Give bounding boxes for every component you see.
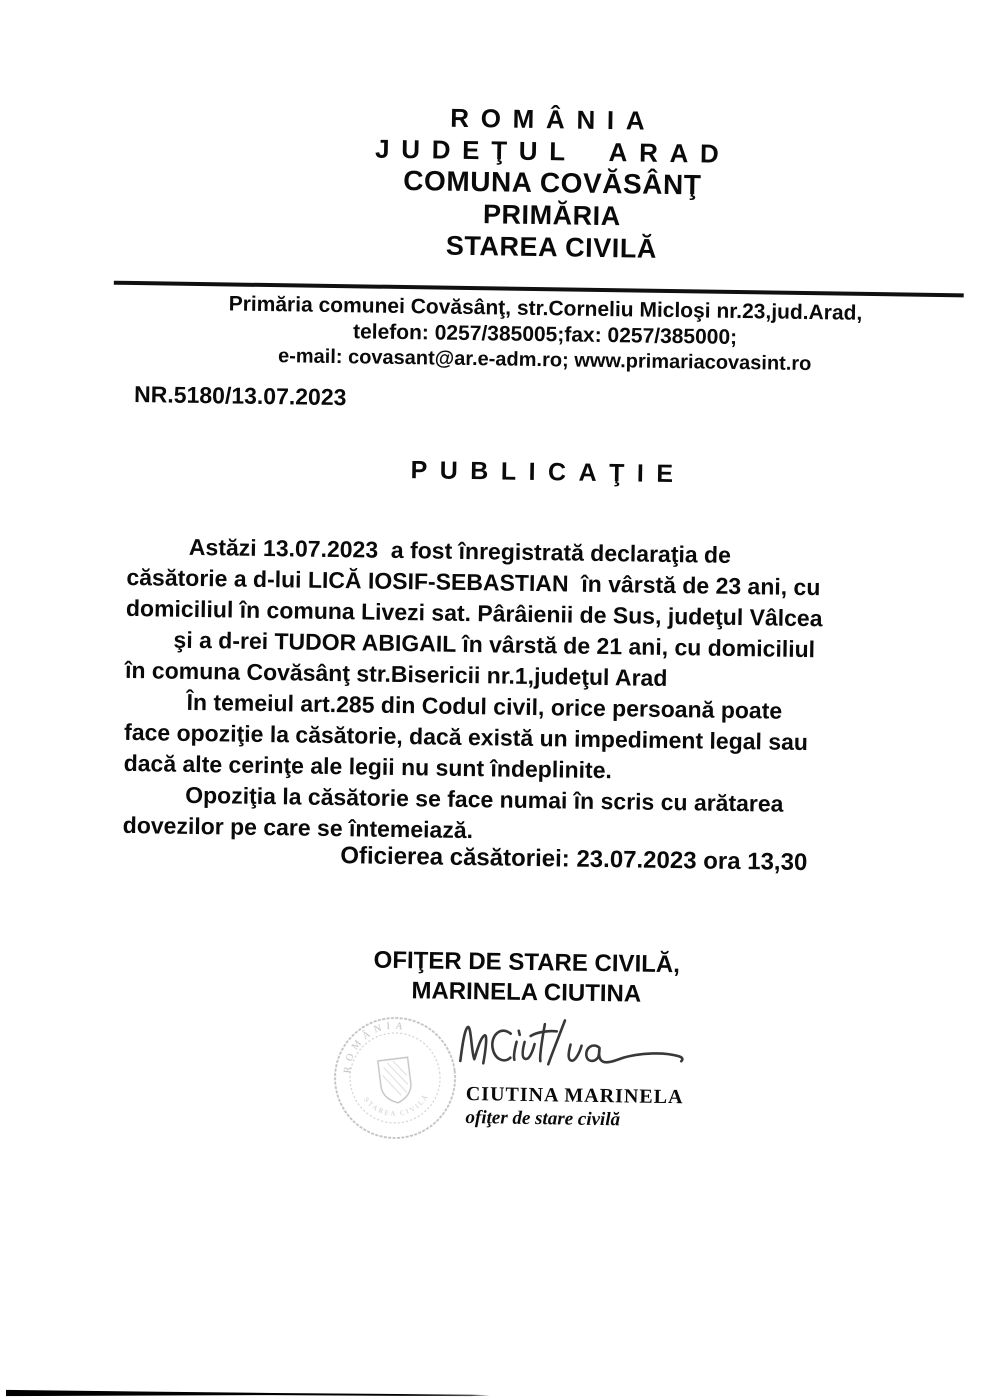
letterhead-county: JUDEŢUL ARAD — [374, 133, 731, 169]
body-line: dovezilor pe care se întemeiază. — [122, 811, 474, 844]
letterhead-institution: PRIMĂRIA — [482, 199, 621, 232]
svg-text:STAREA CIVILĂ — [362, 1088, 433, 1122]
stamp-top-arc-text: ROMÂNIA — [342, 1020, 409, 1074]
ceremony-date-line: Oficierea căsătoriei: 23.07.2023 ora 13,30 — [340, 842, 808, 877]
body-line: face opoziţie la căsătorie, dacă există un impediment legal sau — [123, 718, 809, 756]
svg-text:ROMÂNIA — [336, 1018, 414, 1075]
signature-printed-name: CIUTINA MARINELA — [465, 1083, 684, 1109]
handwritten-signature — [452, 1013, 697, 1081]
letterhead-commune: COMUNA COVĂSÂNŢ — [403, 165, 702, 201]
official-round-stamp-icon — [321, 1004, 468, 1151]
body-line: Astăzi 13.07.2023 a fost înregistrată declaraţia de — [188, 533, 732, 568]
letterhead-office: STAREA CIVILĂ — [445, 230, 658, 264]
body-line: Opoziţia la căsătorie se face numai în scris cu arătarea — [185, 781, 784, 817]
registration-number: NR.5180/13.07.2023 — [133, 381, 347, 411]
document-title: PUBLICAŢIE — [410, 456, 686, 489]
officer-name: MARINELA CIUTINA — [411, 977, 642, 1008]
body-line: şi a d-rei TUDOR ABIGAIL în vârstă de 21 ani, cu domiciliul — [173, 626, 816, 663]
signature-printed-title: ofiţer de stare civilă — [465, 1107, 621, 1131]
contact-phone-fax: telefon: 0257/385005;fax: 0257/385000; — [352, 320, 738, 349]
contact-email-web: e-mail: covasant@ar.e-adm.ro; www.primariacovasint.ro — [277, 345, 812, 376]
letterhead-country: ROMÂNIA — [450, 102, 657, 136]
body-line: dacă alte cerinţe ale legii nu sunt îndeplinite. — [123, 749, 613, 784]
body-text — [123, 531, 988, 854]
contact-address: Primăria comunei Covăsânţ, str.Corneliu Micloşi nr.23,jud.Arad, — [228, 292, 863, 325]
body-line: domiciliul în comuna Livezi sat. Pârâienii de Sus, judeţul Vâlcea — [125, 594, 823, 632]
body-line: căsătorie a d-lui LICĂ IOSIF-SEBASTIAN în vârstă de 23 ani, cu — [126, 563, 821, 601]
officer-role: OFIŢER DE STARE CIVILĂ, — [373, 946, 681, 979]
body-line: în comuna Covăsânţ str.Bisericii nr.1,judeţul Arad — [124, 656, 668, 691]
stamp-bottom-arc-text: STAREA CIVILĂ — [362, 1092, 431, 1118]
body-line: În temeiul art.285 din Codul civil, orice persoană poate — [186, 688, 783, 724]
contact-block — [0, 288, 990, 381]
letterhead — [0, 95, 990, 271]
officer-block — [0, 940, 990, 1016]
